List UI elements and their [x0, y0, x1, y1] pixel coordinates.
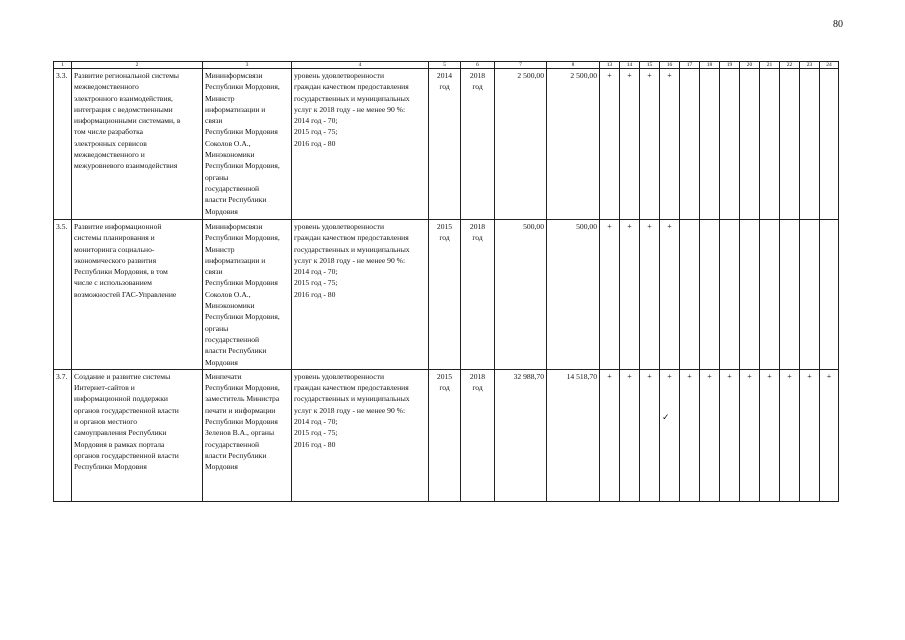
- column-number: 5: [429, 62, 461, 69]
- table-row: [54, 220, 839, 370]
- column-number-row: [54, 62, 839, 69]
- column-number: 17: [680, 62, 700, 69]
- column-number: 7: [495, 62, 547, 69]
- period-mark: +: [680, 369, 700, 501]
- period-mark: [760, 220, 780, 370]
- activity-name: Создание и развитие системы Интернет-сайтов и информационной поддержки органов государственной власти и органов местного самоуправления Республики Мордовия в рамках портала органов государственной власти Республики Мордовия: [72, 369, 203, 501]
- column-number: 14: [620, 62, 640, 69]
- period-mark: +: [600, 69, 620, 220]
- period-mark: +: [640, 69, 660, 220]
- column-number: 19: [720, 62, 740, 69]
- activity-name: Развитие региональной системы межведомственного электронного взаимодействия, интеграция с ведомственными информационными системами, в том числе разработка электронных сервисов межведомственного и межуровневого взаимодействия: [72, 69, 203, 220]
- column-number: 15: [640, 62, 660, 69]
- funding-amount: 500,00: [547, 220, 600, 370]
- column-number: 2: [72, 62, 203, 69]
- column-number: 6: [461, 62, 495, 69]
- period-mark: [700, 69, 720, 220]
- executors: Минпечати Республики Мордовия, заместитель Министра печати и информации Республики Мордовия Зеленов В.А., органы государственной власти Республики Мордовия: [203, 369, 292, 501]
- row-number: 3.5.: [54, 220, 72, 370]
- total-funding: 500,00: [495, 220, 547, 370]
- period-mark: +: [760, 369, 780, 501]
- activity-name: Развитие информационной системы планирования и мониторинга социально- экономического развития Республики Мордовия, в том числе с использованием возможностей ГАС-Управление: [72, 220, 203, 370]
- column-number: 3: [203, 62, 292, 69]
- end-year: 2018 год: [461, 369, 495, 501]
- column-number: 18: [700, 62, 720, 69]
- indicator: уровень удовлетворенности граждан качеством предоставления государственных и муниципальных услуг к 2018 году - не менее 90 %: 2014 год - 70; 2015 год - 75; 2016 год - 80: [292, 369, 429, 501]
- period-mark: [720, 220, 740, 370]
- column-number: 22: [780, 62, 800, 69]
- column-number: 16: [660, 62, 680, 69]
- stray-check-mark: ✓: [662, 412, 670, 422]
- period-mark: +: [600, 220, 620, 370]
- end-year: 2018 год: [461, 69, 495, 220]
- period-mark: [820, 220, 839, 370]
- period-mark: [800, 69, 820, 220]
- indicator: уровень удовлетворенности граждан качеством предоставления государственных и муниципальных услуг к 2018 году - не менее 90 %: 2014 год - 70; 2015 год - 75; 2016 год - 80: [292, 69, 429, 220]
- period-mark: +: [620, 220, 640, 370]
- column-number: 13: [600, 62, 620, 69]
- total-funding: 2 500,00: [495, 69, 547, 220]
- start-year: 2015 год: [429, 369, 461, 501]
- row-number: 3.3.: [54, 69, 72, 220]
- period-mark: +: [660, 369, 680, 501]
- start-year: 2015 год: [429, 220, 461, 370]
- table-row: [54, 69, 839, 220]
- period-mark: [680, 220, 700, 370]
- period-mark: [700, 220, 720, 370]
- funding-amount: 2 500,00: [547, 69, 600, 220]
- end-year: 2018 год: [461, 220, 495, 370]
- period-mark: [680, 69, 700, 220]
- period-mark: +: [720, 369, 740, 501]
- period-mark: [720, 69, 740, 220]
- executors: Мининформсвязи Республики Мордовия, Министр информатизации и связи Республики Мордовия Соколов О.А., Минэкономики Республики Мордовия, органы государственной власти Республики Мордовия: [203, 69, 292, 220]
- period-mark: +: [640, 369, 660, 501]
- period-mark: +: [700, 369, 720, 501]
- page-number: 80: [833, 19, 843, 30]
- column-number: 1: [54, 62, 72, 69]
- column-number: 4: [292, 62, 429, 69]
- period-mark: +: [660, 220, 680, 370]
- period-mark: [740, 220, 760, 370]
- program-activities-table: [53, 61, 839, 502]
- period-mark: [780, 220, 800, 370]
- period-mark: [820, 69, 839, 220]
- period-mark: +: [660, 69, 680, 220]
- period-mark: +: [620, 369, 640, 501]
- column-number: 23: [800, 62, 820, 69]
- start-year: 2014 год: [429, 69, 461, 220]
- period-mark: +: [640, 220, 660, 370]
- row-number: 3.7.: [54, 369, 72, 501]
- period-mark: +: [620, 69, 640, 220]
- executors: Мининформсвязи Республики Мордовия, Министр информатизации и связи Республики Мордовия Соколов О.А., Минэкономики Республики Мордовия, органы государственной власти Республики Мордовия: [203, 220, 292, 370]
- period-mark: +: [740, 369, 760, 501]
- column-number: 8: [547, 62, 600, 69]
- table-row: [54, 369, 839, 501]
- period-mark: [780, 69, 800, 220]
- indicator: уровень удовлетворенности граждан качеством предоставления государственных и муниципальных услуг к 2018 году - не менее 90 %: 2014 год - 70; 2015 год - 75; 2016 год - 80: [292, 220, 429, 370]
- period-mark: [800, 220, 820, 370]
- period-mark: +: [600, 369, 620, 501]
- column-number: 24: [820, 62, 839, 69]
- column-number: 20: [740, 62, 760, 69]
- period-mark: +: [820, 369, 839, 501]
- period-mark: [740, 69, 760, 220]
- funding-amount: 14 518,70: [547, 369, 600, 501]
- period-mark: +: [800, 369, 820, 501]
- column-number: 21: [760, 62, 780, 69]
- total-funding: 32 988,70: [495, 369, 547, 501]
- period-mark: +: [780, 369, 800, 501]
- period-mark: [760, 69, 780, 220]
